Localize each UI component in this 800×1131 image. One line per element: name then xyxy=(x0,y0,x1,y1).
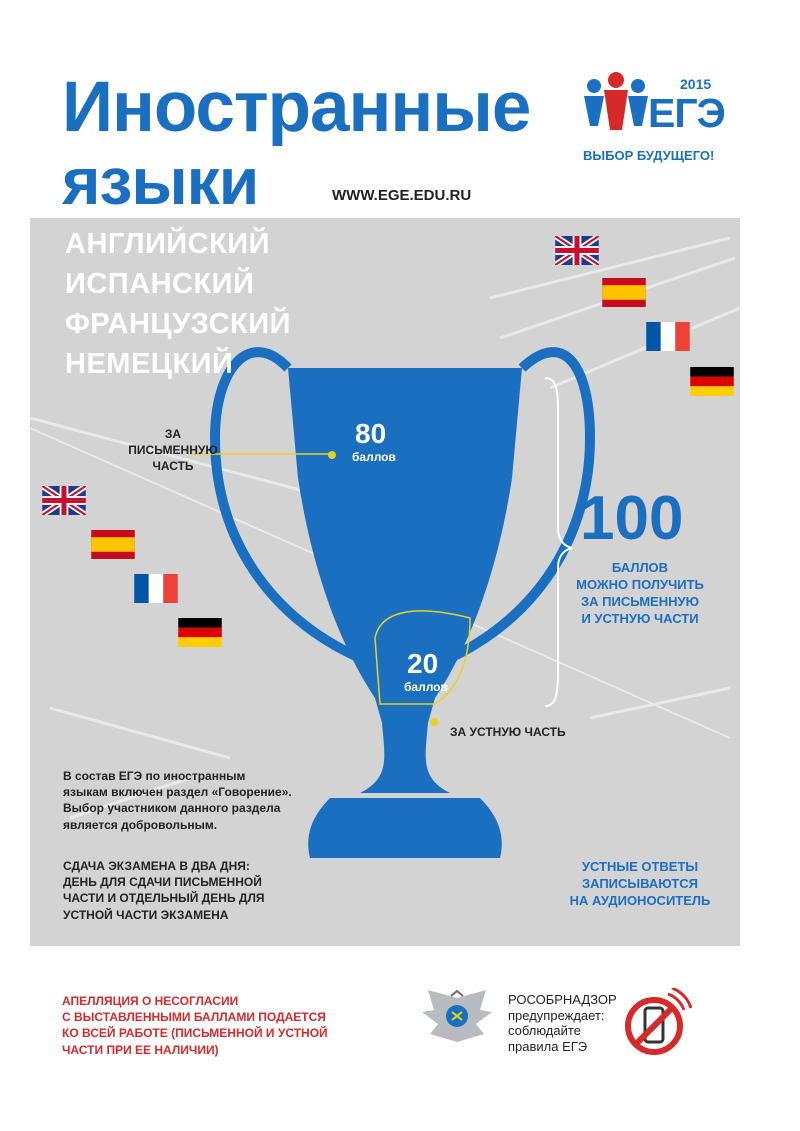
page-title-line2: языки xyxy=(62,144,259,218)
language-german: НЕМЕЦКИЙ xyxy=(65,348,234,380)
total-points: 100 xyxy=(580,484,684,553)
audio-note: УСТНЫЕ ОТВЕТЫ ЗАПИСЫВАЮТСЯ НА АУДИОНОСИТЕЛЬ xyxy=(569,859,711,908)
written-points: 80 xyxy=(355,418,387,449)
appeal-note: АПЕЛЛЯЦИЯ О НЕСОГЛАСИИ С ВЫСТАВЛЕННЫМИ БАЛЛАМИ ПОДАЕТСЯ КО ВСЕЙ РАБОТЕ (ПИСЬМЕННОЙ И УСТНОЙ ЧАСТИ ПРИ ЕЕ НАЛИЧИИ) xyxy=(62,994,328,1057)
language-french: ФРАНЦУЗСКИЙ xyxy=(65,308,291,340)
language-english: АНГЛИЙСКИЙ xyxy=(65,228,270,260)
oral-points-unit: баллов xyxy=(404,680,448,694)
germany-flag-icon xyxy=(178,618,222,647)
speaking-note: В состав ЕГЭ по иностранным языкам включен раздел «Говорение». Выбор участником данного раздела является добровольным. xyxy=(63,769,292,832)
language-spanish: ИСПАНСКИЙ xyxy=(65,268,255,300)
uk-flag-icon xyxy=(42,486,86,515)
main-panel xyxy=(30,218,740,946)
oral-part-label: ЗА УСТНУЮ ЧАСТЬ xyxy=(450,725,566,739)
written-part-label: ЗА ПИСЬМЕННУЮ ЧАСТЬ xyxy=(128,427,218,474)
website-link[interactable]: WWW.EGE.EDU.RU xyxy=(332,187,472,204)
total-points-caption: БАЛЛОВ МОЖНО ПОЛУЧИТЬ ЗА ПИСЬМЕННУЮ И УСТНУЮ ЧАСТИ xyxy=(576,560,704,626)
spain-flag-icon xyxy=(602,278,646,307)
spain-flag-icon xyxy=(91,530,135,559)
germany-flag-icon xyxy=(690,367,734,396)
rosobrnadzor-emblem-icon xyxy=(418,990,496,1050)
uk-flag-icon xyxy=(555,236,599,265)
written-points-unit: баллов xyxy=(352,450,396,464)
oral-points: 20 xyxy=(407,648,439,679)
logo-year: 2015 xyxy=(680,76,712,92)
no-phone-icon xyxy=(622,988,692,1058)
logo-slogan: ВЫБОР БУДУЩЕГО! xyxy=(583,148,715,163)
france-flag-icon xyxy=(646,322,690,351)
page-title-line1: Иностранные xyxy=(62,68,531,147)
two-days-note: СДАЧА ЭКЗАМЕНА В ДВА ДНЯ: ДЕНЬ ДЛЯ СДАЧИ ПИСЬМЕННОЙ ЧАСТИ И ОТДЕЛЬНЫЙ ДЕНЬ ДЛЯ УСТНОЙ ЧАСТИ ЭКЗАМЕНА xyxy=(63,859,265,922)
logo-name: ЕГЭ xyxy=(648,90,725,136)
france-flag-icon xyxy=(134,574,178,603)
rosobrnadzor-warning: РОСОБРНАДЗОР предупреждает: соблюдайте правила ЕГЭ xyxy=(508,992,617,1054)
